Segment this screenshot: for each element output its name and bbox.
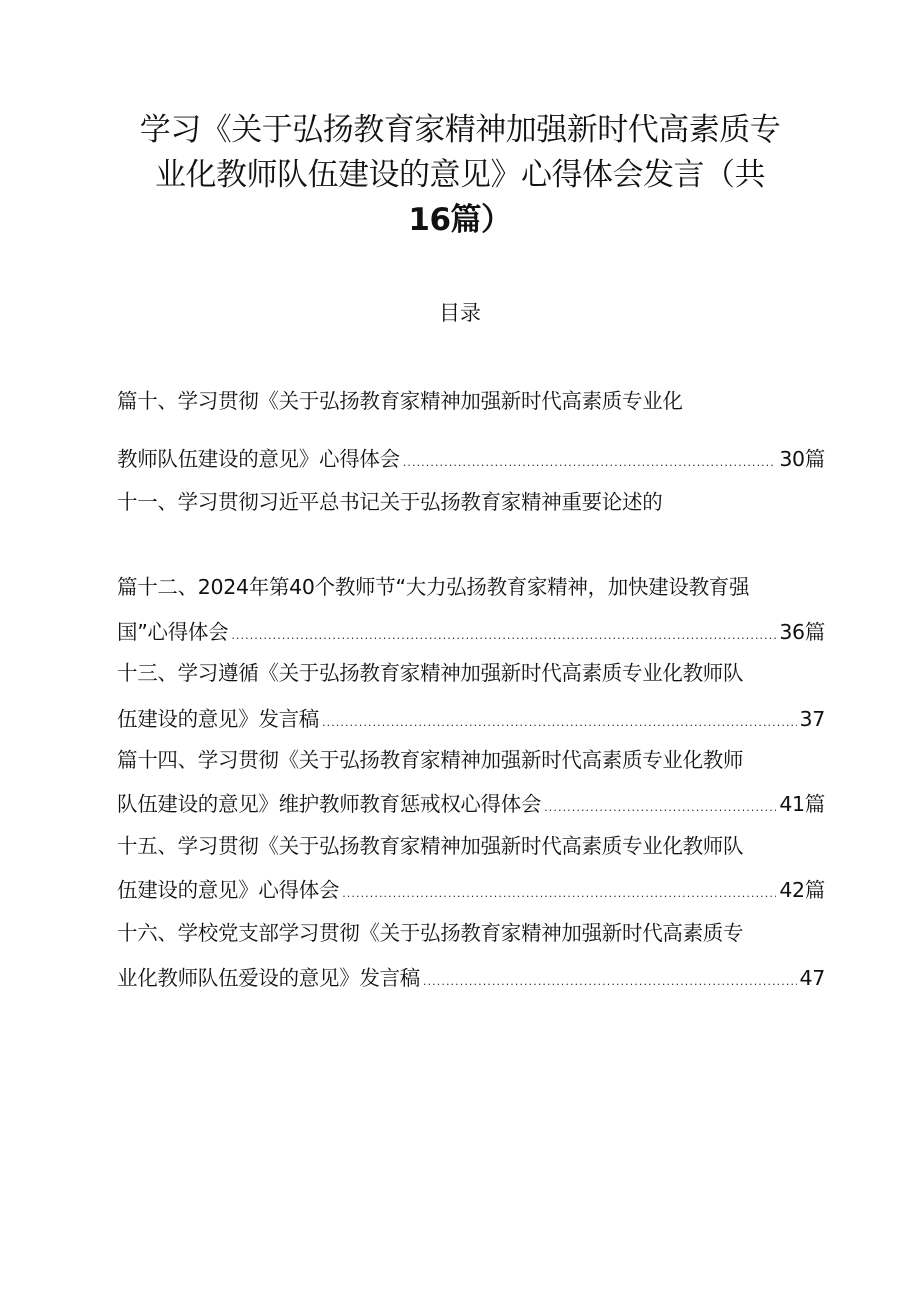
toc-entry-12-line2[interactable] <box>117 615 825 645</box>
toc-entry-text: 业化教师队伍爱设的意见》发言稿 <box>117 966 420 990</box>
toc-page-number: 36篇 <box>779 620 825 644</box>
title-line-1: 学习《关于弘扬教育家精神加强新时代高素质专 <box>139 112 781 148</box>
toc-entry-13-line1[interactable]: 十三、学习遵循《关于弘扬教育家精神加强新时代高素质专业化教师队 <box>117 661 744 685</box>
toc-entry-16-line1[interactable]: 十六、学校党支部学习贯彻《关于弘扬教育家精神加强新时代高素质专 <box>117 921 744 945</box>
toc-page-number: 41篇 <box>779 792 825 816</box>
dot-leader <box>423 966 797 990</box>
toc-entry-15-line2[interactable] <box>117 873 825 903</box>
toc-page-number: 42篇 <box>779 878 825 902</box>
toc-entry-text: 国”心得体会 <box>117 620 229 644</box>
toc-page-number: 37 <box>799 707 825 731</box>
dot-leader <box>231 620 776 644</box>
toc-entry-10-line1[interactable]: 篇十、学习贯彻《关于弘扬教育家精神加强新时代高素质专业化 <box>117 389 683 413</box>
toc-entry-12-line1[interactable]: 篇十二、2024年第40个教师节“大力弘扬教育家精神，加快建设教育强 <box>117 575 750 599</box>
toc-entry-14-line2[interactable] <box>117 787 825 817</box>
toc-entry-15-line1[interactable]: 十五、学习贯彻《关于弘扬教育家精神加强新时代高素质专业化教师队 <box>117 834 744 858</box>
toc-page-number: 30篇 <box>779 447 825 471</box>
toc-entry-16-line2[interactable] <box>117 961 825 991</box>
dot-leader <box>544 792 776 816</box>
title-line-2: 业化教师队伍建设的意见》心得体会发言（共 <box>155 157 765 193</box>
toc-entry-text: 队伍建设的意见》维护教师教育惩戒权心得体会 <box>117 792 542 816</box>
toc-entry-13-line2[interactable] <box>117 702 825 732</box>
toc-entry-text: 伍建设的意见》发言稿 <box>117 707 319 731</box>
toc-entry-10-line2[interactable] <box>117 442 825 472</box>
toc-entry-11-line1[interactable]: 十一、学习贯彻习近平总书记关于弘扬教育家精神重要论述的 <box>117 490 663 514</box>
dot-leader <box>342 878 776 902</box>
toc-entry-14-line1[interactable]: 篇十四、学习贯彻《关于弘扬教育家精神加强新时代高素质专业化教师 <box>117 748 744 772</box>
toc-entry-text: 教师队伍建设的意见》心得体会 <box>117 447 400 471</box>
toc-entry-text: 伍建设的意见》心得体会 <box>117 878 340 902</box>
title-line-3: 16篇） <box>408 202 512 238</box>
dot-leader <box>322 707 797 731</box>
toc-heading: 目录 <box>439 301 481 325</box>
document-title <box>110 108 810 243</box>
dot-leader <box>403 447 777 471</box>
toc-page-number: 47 <box>799 966 825 990</box>
